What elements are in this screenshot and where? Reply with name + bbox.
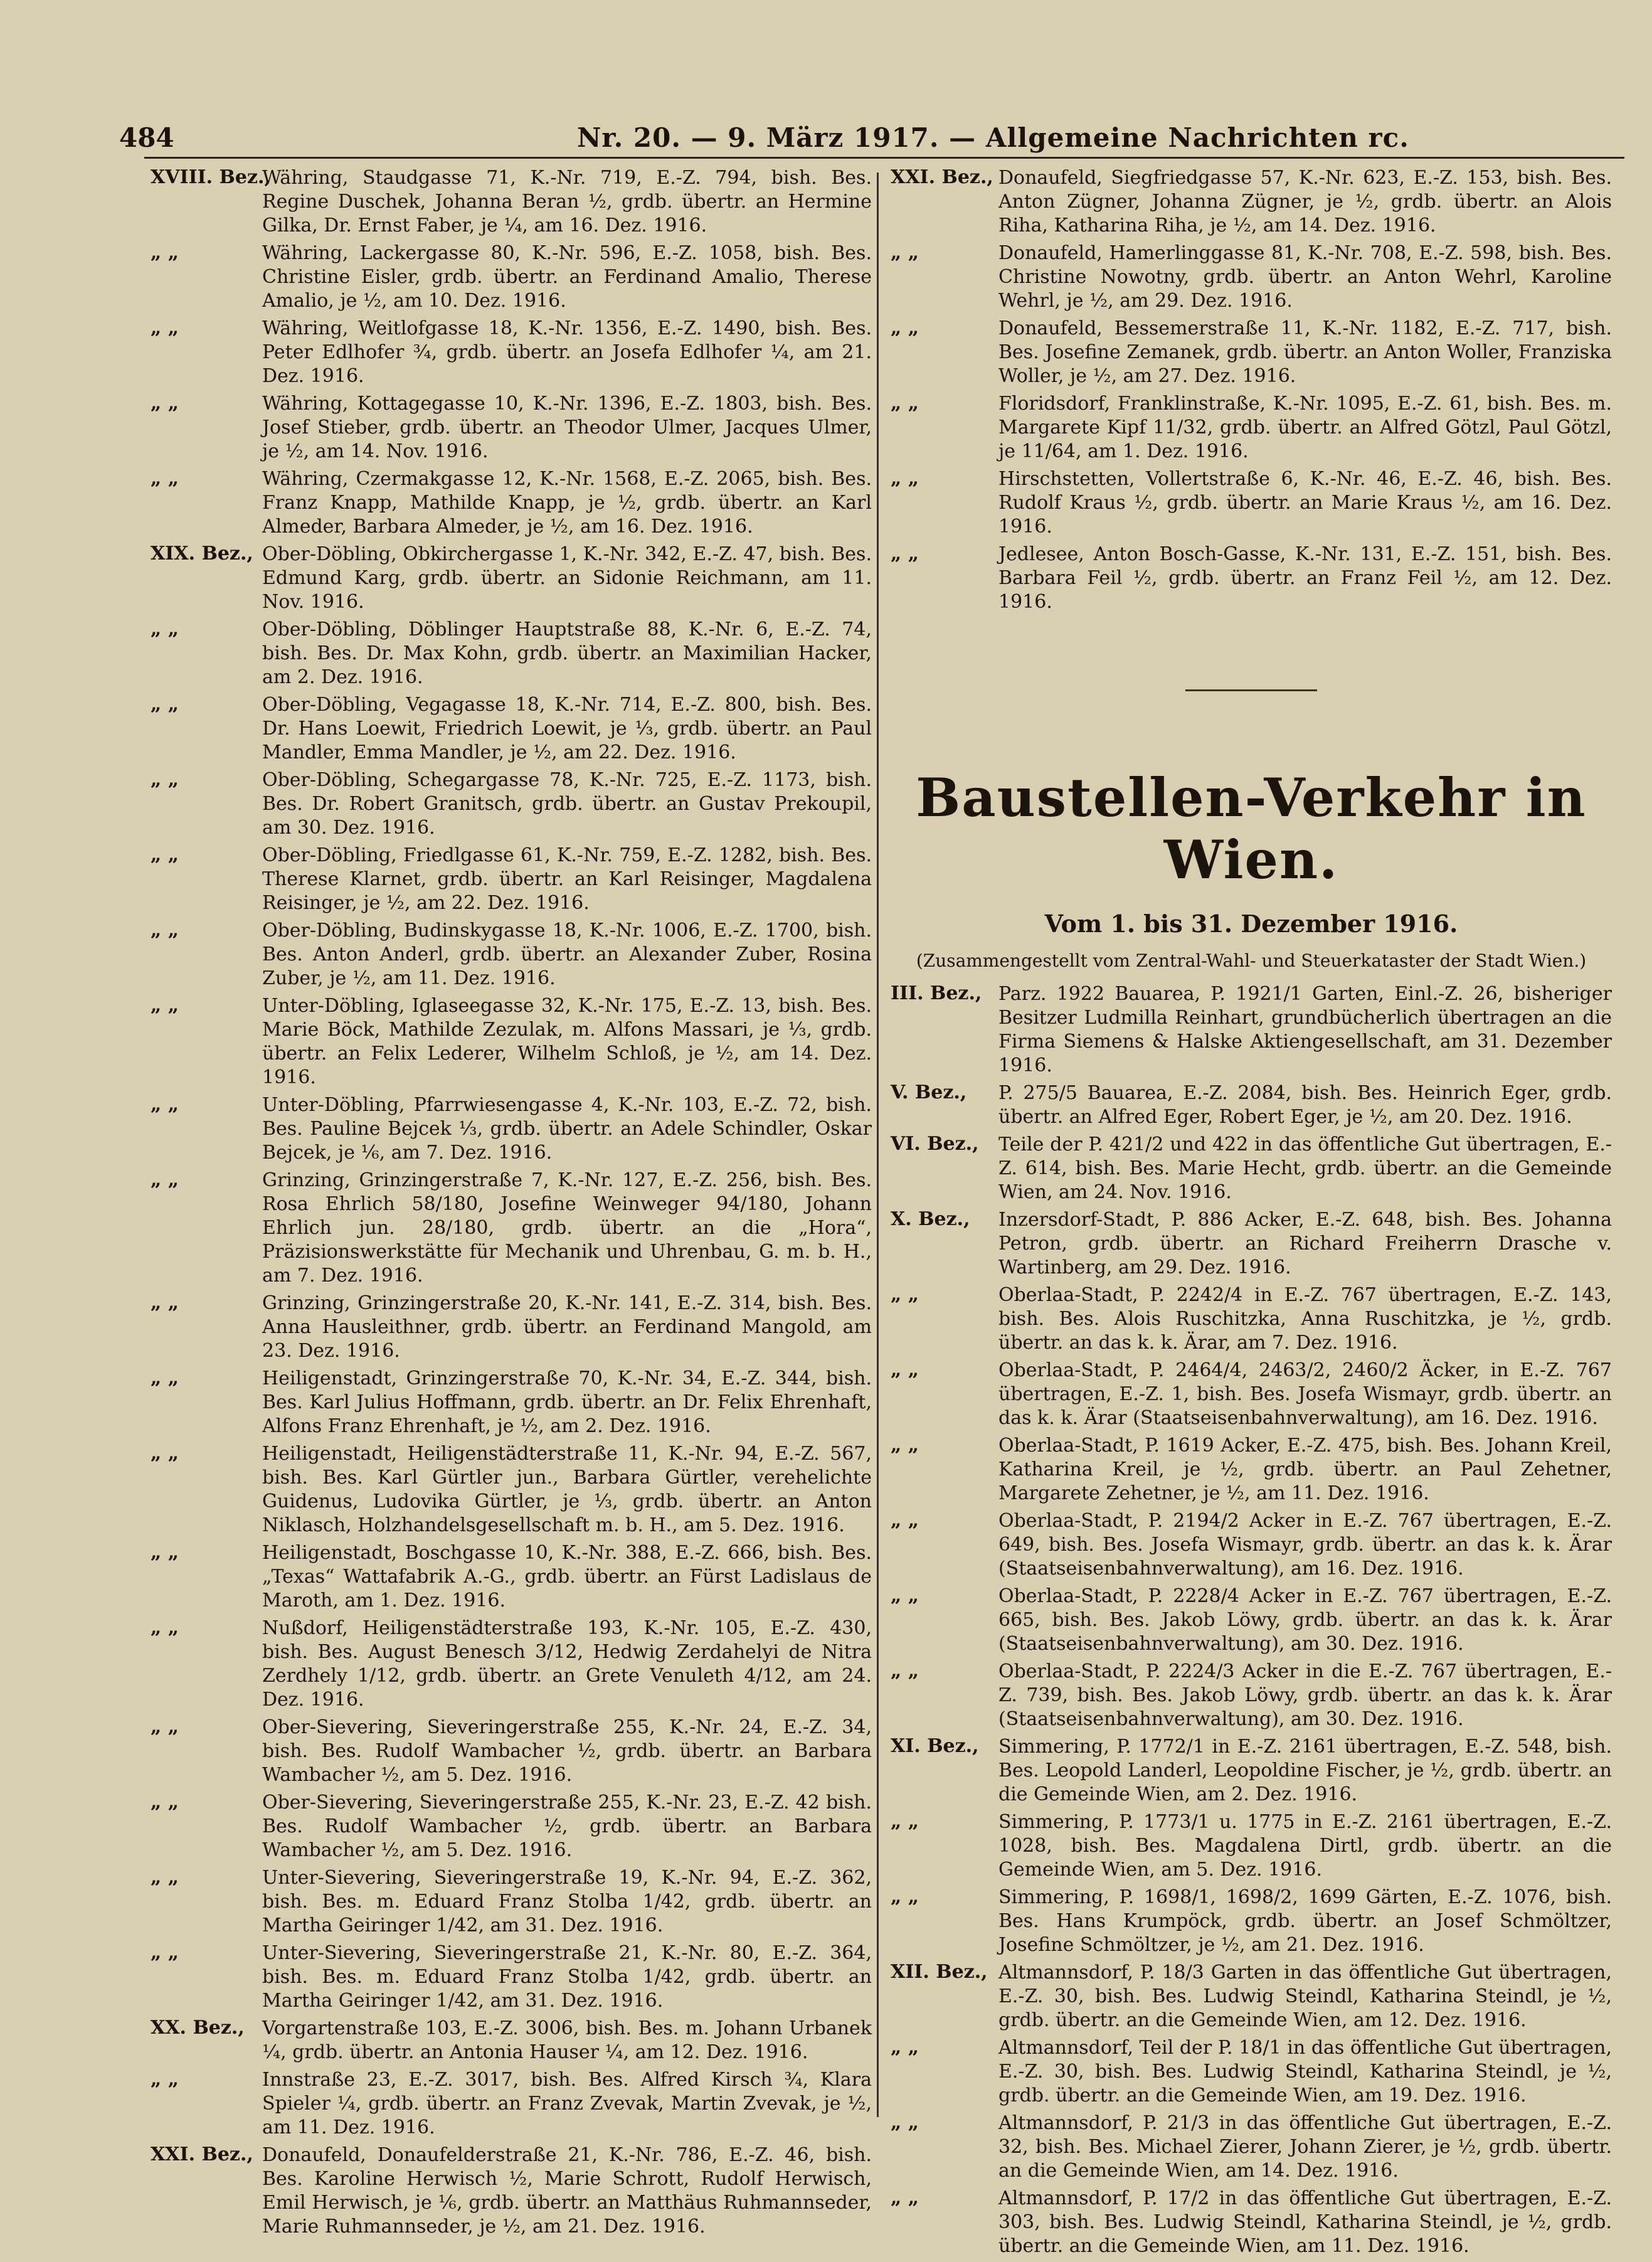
entry-text: Altmannsdorf, P. 21/3 in das öffentliche Gut übertragen, E.-Z. 32, bish. Bes. Michael Zierer, Johann Zierer, je ½, grdb. übertr. an die Gemeinde Wien, am 14. Dez. 1916. — [998, 2112, 1612, 2182]
list-item — [151, 1367, 872, 1438]
entry-text: Parz. 1922 Bauarea, P. 1921/1 Garten, Einl.-Z. 26, bisheriger Besitzer Ludmilla Reinhart, grundbücherlich übertragen an die Firma Siemens & Halske Aktiengesellschaft, am 31. Dezember 1916. — [998, 983, 1612, 1076]
district-label: „ „ — [151, 1941, 179, 1963]
list-item — [891, 2036, 1612, 2108]
list-item — [151, 1442, 872, 1537]
list-item — [151, 618, 872, 689]
district-label: „ „ — [891, 543, 919, 565]
district-label: „ „ — [891, 467, 919, 489]
entry-text: Floridsdorf, Franklinstraße, K.-Nr. 1095, E.-Z. 61, bish. Bes. m. Margarete Kipf 11/32, grdb. übertr. an Alfred Götzl, Paul Götzl, je 11/64, am 1. Dez. 1916. — [998, 393, 1612, 462]
district-label: „ „ — [151, 1866, 179, 1888]
entry-text: Nußdorf, Heiligenstädterstraße 193, K.-Nr. 105, E.-Z. 430, bish. Bes. August Benesch 3/12, Hedwig Zerdahelyi de Nitra Zerdhely 1/12, grdb. übertr. an Grete Venuleth 4/12, am 24. Dez. 1916. — [262, 1617, 872, 1711]
entry-text: Altmannsdorf, P. 17/2 in das öffentliche Gut übertragen, E.-Z. 303, bish. Bes. Ludwig Steindl, Katharina Steindl, je ½, grdb. übertr. an die Gemeinde Wien, am 11. Dez. 1916. — [998, 2187, 1612, 2257]
district-label: „ „ — [151, 1367, 179, 1389]
entry-text: Ober-Döbling, Vegagasse 18, K.-Nr. 714, E.-Z. 800, bish. Bes. Dr. Hans Loewit, Friedrich Loewit, je ⅓, grdb. übertr. an Paul Mandler, Emma Mandler, je ½, am 22. Dez. 1916. — [262, 694, 872, 763]
section-separator — [1185, 689, 1317, 691]
district-label: „ „ — [151, 1442, 179, 1464]
district-label: „ „ — [151, 467, 179, 489]
list-item — [891, 1961, 1612, 2032]
list-item — [151, 317, 872, 388]
district-label: III. Bez., — [891, 982, 982, 1004]
entry-text: Ober-Döbling, Döblinger Hauptstraße 88, K.-Nr. 6, E.-Z. 74, bish. Bes. Dr. Max Kohn, grdb. übertr. an Maximilian Hacker, am 2. Dez. 1916. — [262, 619, 872, 688]
list-item — [891, 317, 1612, 388]
district-label: „ „ — [891, 1585, 919, 1606]
entry-text: Heiligenstadt, Grinzingerstraße 70, K.-Nr. 34, E.-Z. 344, bish. Bes. Karl Julius Hoffmann, grdb. übertr. an Dr. Felix Ehrenhaft, Alfons Franz Ehrenhaft, je ½, am 2. Dez. 1916. — [262, 1367, 872, 1437]
list-item — [151, 2143, 872, 2239]
district-label: XVIII. Bez., — [151, 166, 271, 188]
district-label: „ „ — [151, 1791, 179, 1813]
district-label: „ „ — [891, 1434, 919, 1456]
entry-text: Ober-Döbling, Obkirchergasse 1, K.-Nr. 342, E.-Z. 47, bish. Bes. Edmund Karg, grdb. übertr. an Sidonie Reichmann, am 11. Nov. 1916. — [262, 543, 872, 613]
entry-text: Ober-Döbling, Schegargasse 78, K.-Nr. 725, E.-Z. 1173, bish. Bes. Dr. Robert Granitsch, grdb. übertr. an Gustav Prekoupil, am 30. Dez. 1916. — [262, 769, 872, 839]
entry-text: Innstraße 23, E.-Z. 3017, bish. Bes. Alfred Kirsch ¾, Klara Spieler ¼, grdb. übertr. an Franz Zvevak, Martin Zvevak, je ½, am 11. Dez. 1916. — [262, 2069, 872, 2138]
district-label: „ „ — [151, 392, 179, 414]
list-item — [891, 1585, 1612, 1656]
entry-text: Grinzing, Grinzingerstraße 7, K.-Nr. 127, E.-Z. 256, bish. Bes. Rosa Ehrlich 58/180, Josefine Weinweger 94/180, Johann Ehrlich jun. 28/180, grdb. übertr. an die „Hora“, Präzisionswerkstätte für Mechanik und Uhrenbau, G. m. b. H., am 7. Dez. 1916. — [262, 1169, 872, 1287]
district-label: „ „ — [151, 618, 179, 640]
entry-text: Heiligenstadt, Heiligenstädterstraße 11, K.-Nr. 94, E.-Z. 567, bish. Bes. Karl Gürtler jun., Barbara Gürtler, verehelichte Guidenus, Ludovika Gürtler, je ⅓, grdb. übertr. an Anton Niklasch, Holzhandelsgesellschaft m. b. H., am 5. Dez. 1916. — [262, 1443, 872, 1536]
entry-text: Altmannsdorf, Teil der P. 18/1 in das öffentliche Gut übertragen, E.-Z. 30, bish. Bes. Ludwig Steindl, Katharina Steindl, je ½, grdb. übertr. an die Gemeinde Wien, am 19. Dez. 1916. — [998, 2037, 1612, 2106]
entry-text: Unter-Sievering, Sieveringerstraße 19, K.-Nr. 94, E.-Z. 362, bish. Bes. m. Eduard Franz Stolba 1/42, grdb. übertr. an Martha Geiringer 1/42, am 31. Dez. 1916. — [262, 1867, 872, 1936]
district-label: „ „ — [891, 317, 919, 339]
entry-text: Hirschstetten, Vollertstraße 6, K.-Nr. 46, E.-Z. 46, bish. Bes. Rudolf Kraus ½, grdb. übertr. an Marie Kraus ½, am 16. Dez. 1916. — [998, 468, 1612, 538]
column-divider — [877, 173, 879, 2117]
district-label: XI. Bez., — [891, 1735, 979, 1757]
list-item — [151, 768, 872, 840]
entry-text: Donaufeld, Hamerlinggasse 81, K.-Nr. 708, E.-Z. 598, bish. Bes. Christine Nowotny, grdb. übertr. an Anton Wehrl, Karoline Wehrl, je ½, am 29. Dez. 1916. — [998, 242, 1612, 312]
entry-text: Oberlaa-Stadt, P. 1619 Acker, E.-Z. 475, bish. Bes. Johann Kreil, Katharina Kreil, je ½, grdb. übertr. an Paul Zehetner, Margarete Zehetner, je ½, am 11. Dez. 1916. — [998, 1435, 1612, 1504]
entry-text: Währing, Kottagegasse 10, K.-Nr. 1396, E.-Z. 1803, bish. Bes. Josef Stieber, grdb. übertr. an Theodor Ulmer, Jacques Ulmer, je ½, am 14. Nov. 1916. — [262, 393, 872, 462]
list-item — [151, 919, 872, 990]
list-item — [891, 392, 1612, 464]
list-item — [891, 1434, 1612, 1505]
left-column — [151, 166, 872, 2243]
entry-text: Simmering, P. 1772/1 in E.-Z. 2161 übertragen, E.-Z. 548, bish. Bes. Leopold Landerl, Leopoldine Fischer, je ½, grdb. übertr. an die Gemeinde Wien, am 2. Dez. 1916. — [998, 1736, 1612, 1805]
district-label: „ „ — [151, 317, 179, 339]
list-item — [151, 467, 872, 539]
entry-text: Währing, Czermakgasse 12, K.-Nr. 1568, E.-Z. 2065, bish. Bes. Franz Knapp, Mathilde Knapp, je ½, grdb. übertr. an Karl Almeder, Barbara Almeder, je ½, am 16. Dez. 1916. — [262, 468, 872, 538]
header-rule — [144, 151, 1624, 159]
entry-text: Teile der P. 421/2 und 422 in das öffentliche Gut übertragen, E.-Z. 614, bish. Bes. Marie Hecht, grdb. übertr. an die Gemeinde Wien, am 24. Nov. 1916. — [998, 1134, 1612, 1203]
district-label: „ „ — [151, 768, 179, 790]
list-item — [151, 1541, 872, 1613]
district-label: XXI. Bez., — [151, 2143, 253, 2165]
list-item — [151, 1292, 872, 1363]
entry-text: Donaufeld, Bessemerstraße 11, K.-Nr. 1182, E.-Z. 717, bish. Bes. Josefine Zemanek, grdb. übertr. an Anton Woller, Franziska Woller, je ½, am 27. Dez. 1916. — [998, 317, 1612, 387]
district-label: „ „ — [151, 1093, 179, 1115]
list-item — [151, 1093, 872, 1165]
district-label: „ „ — [151, 1541, 179, 1563]
entry-text: Ober-Döbling, Budinskygasse 18, K.-Nr. 1006, E.-Z. 1700, bish. Bes. Anton Anderl, grdb. übertr. an Alexander Zuber, Rosina Zuber, je ½, am 11. Dez. 1916. — [262, 920, 872, 989]
list-item — [151, 693, 872, 765]
entry-text: Unter-Sievering, Sieveringerstraße 21, K.-Nr. 80, E.-Z. 364, bish. Bes. m. Eduard Franz Stolba 1/42, grdb. übertr. an Martha Geiringer 1/42, am 31. Dez. 1916. — [262, 1942, 872, 2012]
list-item — [891, 1886, 1612, 1957]
section-title: Baustellen-Verkehr in Wien. — [916, 767, 1587, 891]
entry-text: Jedlesee, Anton Bosch-Gasse, K.-Nr. 131, E.-Z. 151, bish. Bes. Barbara Feil ½, grdb. übertr. an Franz Feil ½, am 12. Dez. 1916. — [998, 543, 1612, 613]
entry-text: Oberlaa-Stadt, P. 2224/3 Acker in die E.-Z. 767 übertragen, E.-Z. 739, bish. Bes. Jakob Löwy, grdb. übertr. an das k. k. Ärar (Staatseisenbahnverwaltung), am 30. Dez. 1916. — [998, 1660, 1612, 1730]
entry-text: Heiligenstadt, Boschgasse 10, K.-Nr. 388, E.-Z. 666, bish. Bes. „Texas“ Wattafabrik A.-G., grdb. übertr. an Fürst Ladislaus de Maroth, am 1. Dez. 1916. — [262, 1542, 872, 1612]
list-item — [891, 242, 1612, 313]
entry-text: Währing, Staudgasse 71, K.-Nr. 719, E.-Z. 794, bish. Bes. Regine Duschek, Johanna Beran ½, grdb. übertr. an Hermine Gilka, Dr. Ernst Faber, je ¼, am 16. Dez. 1916. — [262, 167, 872, 236]
list-item — [151, 166, 872, 238]
district-label: „ „ — [891, 392, 919, 414]
district-label: V. Bez., — [891, 1081, 967, 1103]
entry-text: P. 275/5 Bauarea, E.-Z. 2084, bish. Bes. Heinrich Eger, grdb. übertr. an Alfred Eger, Robert Eger, je ½, am 20. Dez. 1916. — [998, 1082, 1612, 1128]
right-top-entries — [891, 166, 1612, 614]
list-item — [891, 1735, 1612, 1807]
section-subtitle: Vom 1. bis 31. Dezember 1916. — [1044, 910, 1458, 938]
district-label: „ „ — [891, 2187, 919, 2209]
district-label: XX. Bez., — [151, 2017, 245, 2039]
newspaper-page — [94, 88, 1618, 2257]
entry-text: Oberlaa-Stadt, P. 2242/4 in E.-Z. 767 übertragen, E.-Z. 143, bish. Bes. Alois Ruschitzka, Anna Ruschitzka, je ½, grdb. übertr. an das k. k. Ärar, am 7. Dez. 1916. — [998, 1284, 1612, 1354]
list-item — [891, 1509, 1612, 1581]
list-item — [151, 994, 872, 1090]
district-label: „ „ — [891, 1359, 919, 1381]
list-item — [891, 1283, 1612, 1355]
district-label: „ „ — [891, 2111, 919, 2133]
district-label: „ „ — [891, 1283, 919, 1305]
district-label: XXI. Bez., — [891, 166, 993, 188]
district-label: „ „ — [151, 1617, 179, 1638]
entry-text: Währing, Lackergasse 80, K.-Nr. 596, E.-Z. 1058, bish. Bes. Christine Eisler, grdb. übertr. an Ferdinand Amalio, Therese Amalio, je ½, am 10. Dez. 1916. — [262, 242, 872, 312]
entry-text: Ober-Döbling, Friedlgasse 61, K.-Nr. 759, E.-Z. 1282, bish. Bes. Therese Klarnet, grdb. übertr. an Karl Reisinger, Magdalena Reisinger, je ½, am 22. Dez. 1916. — [262, 844, 872, 914]
entry-text: Simmering, P. 1773/1 u. 1775 in E.-Z. 2161 übertragen, E.-Z. 1028, bish. Bes. Magdalena Dirtl, grdb. übertr. an die Gemeinde Wien, am 5. Dez. 1916. — [998, 1811, 1612, 1881]
district-label: „ „ — [151, 1716, 179, 1738]
list-item — [891, 1810, 1612, 1882]
district-label: „ „ — [891, 1509, 919, 1531]
right-column — [891, 166, 1612, 2262]
list-item — [891, 1208, 1612, 1280]
list-item — [891, 1081, 1612, 1129]
district-label: „ „ — [151, 242, 179, 263]
district-label: „ „ — [151, 2068, 179, 2090]
entry-text: Ober-Sievering, Sieveringerstraße 255, K.-Nr. 24, E.-Z. 34, bish. Bes. Rudolf Wambacher ½, grdb. übertr. an Barbara Wambacher ½, am 5. Dez. 1916. — [262, 1716, 872, 1786]
entry-text: Unter-Döbling, Pfarrwiesengasse 4, K.-Nr. 103, E.-Z. 72, bish. Bes. Pauline Bejcek ⅓, grdb. übertr. an Adele Schindler, Oskar Bejcek, je ⅙, am 7. Dez. 1916. — [262, 1094, 872, 1164]
list-item — [891, 1660, 1612, 1731]
section-entries — [891, 982, 1612, 2258]
district-label: „ „ — [151, 1169, 179, 1191]
list-item — [891, 166, 1612, 238]
district-label: „ „ — [891, 1660, 919, 1682]
list-item — [891, 2111, 1612, 2183]
entry-text: Währing, Weitlofgasse 18, K.-Nr. 1356, E.-Z. 1490, bish. Bes. Peter Edlhofer ¾, grdb. übertr. an Josefa Edlhofer ¼, am 21. Dez. 1916. — [262, 317, 872, 387]
list-item — [151, 1716, 872, 1787]
entry-text: Oberlaa-Stadt, P. 2228/4 Acker in E.-Z. 767 übertragen, E.-Z. 665, bish. Bes. Jakob Löwy, grdb. übertr. an das k. k. Ärar (Staatseisenbahnverwaltung), am 30. Dez. 1916. — [998, 1585, 1612, 1655]
district-label: „ „ — [151, 919, 179, 941]
list-item — [891, 543, 1612, 614]
list-item — [151, 1791, 872, 1862]
district-label: „ „ — [891, 1810, 919, 1832]
entry-text: Unter-Döbling, Iglaseegasse 32, K.-Nr. 175, E.-Z. 13, bish. Bes. Marie Böck, Mathilde Zezulak, m. Alfons Massari, je ⅓, grdb. übertr. an Felix Lederer, Wilhelm Schloß, je ½, am 14. Dez. 1916. — [262, 995, 872, 1088]
list-item — [151, 543, 872, 614]
district-label: „ „ — [151, 994, 179, 1016]
entry-text: Inzersdorf-Stadt, P. 886 Acker, E.-Z. 648, bish. Bes. Johanna Petron, grdb. übertr. an Richard Freiherrn Drasche v. Wartinberg, am 29. Dez. 1916. — [998, 1209, 1612, 1278]
district-label: X. Bez., — [891, 1208, 970, 1230]
list-item — [151, 2068, 872, 2140]
entry-text: Oberlaa-Stadt, P. 2194/2 Acker in E.-Z. 767 übertragen, E.-Z. 649, bish. Bes. Josefa Wismayr, grdb. übertr. an das k. k. Ärar (Staatseisenbahnverwaltung), am 16. Dez. 1916. — [998, 1510, 1612, 1580]
entry-text: Donaufeld, Siegfriedgasse 57, K.-Nr. 623, E.-Z. 153, bish. Bes. Anton Zügner, Johanna Zügner, je ½, grdb. übertr. an Alois Riha, Katharina Riha, je ½, am 14. Dez. 1916. — [998, 167, 1612, 236]
district-label: VI. Bez., — [891, 1133, 979, 1155]
district-label: „ „ — [891, 2036, 919, 2058]
district-label: XII. Bez., — [891, 1961, 988, 1983]
list-item — [151, 2017, 872, 2064]
section-note: (Zusammengestellt vom Zentral-Wahl- und Steuerkataster der Stadt Wien.) — [916, 950, 1587, 971]
entry-text: Ober-Sievering, Sieveringerstraße 255, K.-Nr. 23, E.-Z. 42 bish. Bes. Rudolf Wambacher ½, grdb. übertr. an Barbara Wambacher ½, am 5. Dez. 1916. — [262, 1792, 872, 1861]
entry-text: Grinzing, Grinzingerstraße 20, K.-Nr. 141, E.-Z. 314, bish. Bes. Anna Hausleithner, grdb. übertr. an Ferdinand Mangold, am 23. Dez. 1916. — [262, 1292, 872, 1362]
list-item — [151, 844, 872, 915]
list-item — [891, 2187, 1612, 2258]
list-item — [151, 1941, 872, 2013]
list-item — [891, 1133, 1612, 1204]
list-item — [151, 392, 872, 464]
entry-text: Simmering, P. 1698/1, 1698/2, 1699 Gärten, E.-Z. 1076, bish. Bes. Hans Krumpöck, grdb. übertr. an Josef Schmöltzer, Josefine Schmöltzer, je ½, am 21. Dez. 1916. — [998, 1886, 1612, 1956]
list-item — [151, 1866, 872, 1938]
list-item — [151, 242, 872, 313]
entry-text: Donaufeld, Donaufelderstraße 21, K.-Nr. 786, E.-Z. 46, bish. Bes. Karoline Herwisch ½, Marie Schrott, Rudolf Herwisch, Emil Herwisch, je ⅙, grdb. übertr. an Matthäus Ruhmannseder, Marie Ruhmannseder, je ½, am 21. Dez. 1916. — [262, 2144, 872, 2238]
district-label: „ „ — [891, 1886, 919, 1908]
list-item — [891, 1359, 1612, 1430]
district-label: XIX. Bez., — [151, 543, 253, 565]
entry-text: Altmannsdorf, P. 18/3 Garten in das öffentliche Gut übertragen, E.-Z. 30, bish. Bes. Ludwig Steindl, Katharina Steindl, je ½, grdb. übertr. an die Gemeinde Wien, am 12. Dez. 1916. — [998, 1962, 1612, 2031]
list-item — [891, 982, 1612, 1078]
district-label: „ „ — [151, 844, 179, 866]
list-item — [151, 1617, 872, 1712]
list-item — [891, 467, 1612, 539]
district-label: „ „ — [891, 242, 919, 263]
page-number: 484 — [119, 122, 174, 153]
list-item — [151, 1169, 872, 1288]
district-label: „ „ — [151, 693, 179, 715]
entry-text: Vorgartenstraße 103, E.-Z. 3006, bish. Bes. m. Johann Urbanek ¼, grdb. übertr. an Antonia Hauser ¼, am 12. Dez. 1916. — [262, 2017, 872, 2063]
running-title: Nr. 20. — 9. März 1917. — Allgemeine Nachrichten rc. — [577, 122, 1409, 153]
district-label: „ „ — [151, 1292, 179, 1314]
entry-text: Oberlaa-Stadt, P. 2464/4, 2463/2, 2460/2 Äcker, in E.-Z. 767 übertragen, E.-Z. 1, bish. Bes. Josefa Wismayr, grdb. übertr. an das k. k. Ärar (Staatseisenbahnverwaltung), am 16. Dez. 1916. — [998, 1359, 1612, 1429]
